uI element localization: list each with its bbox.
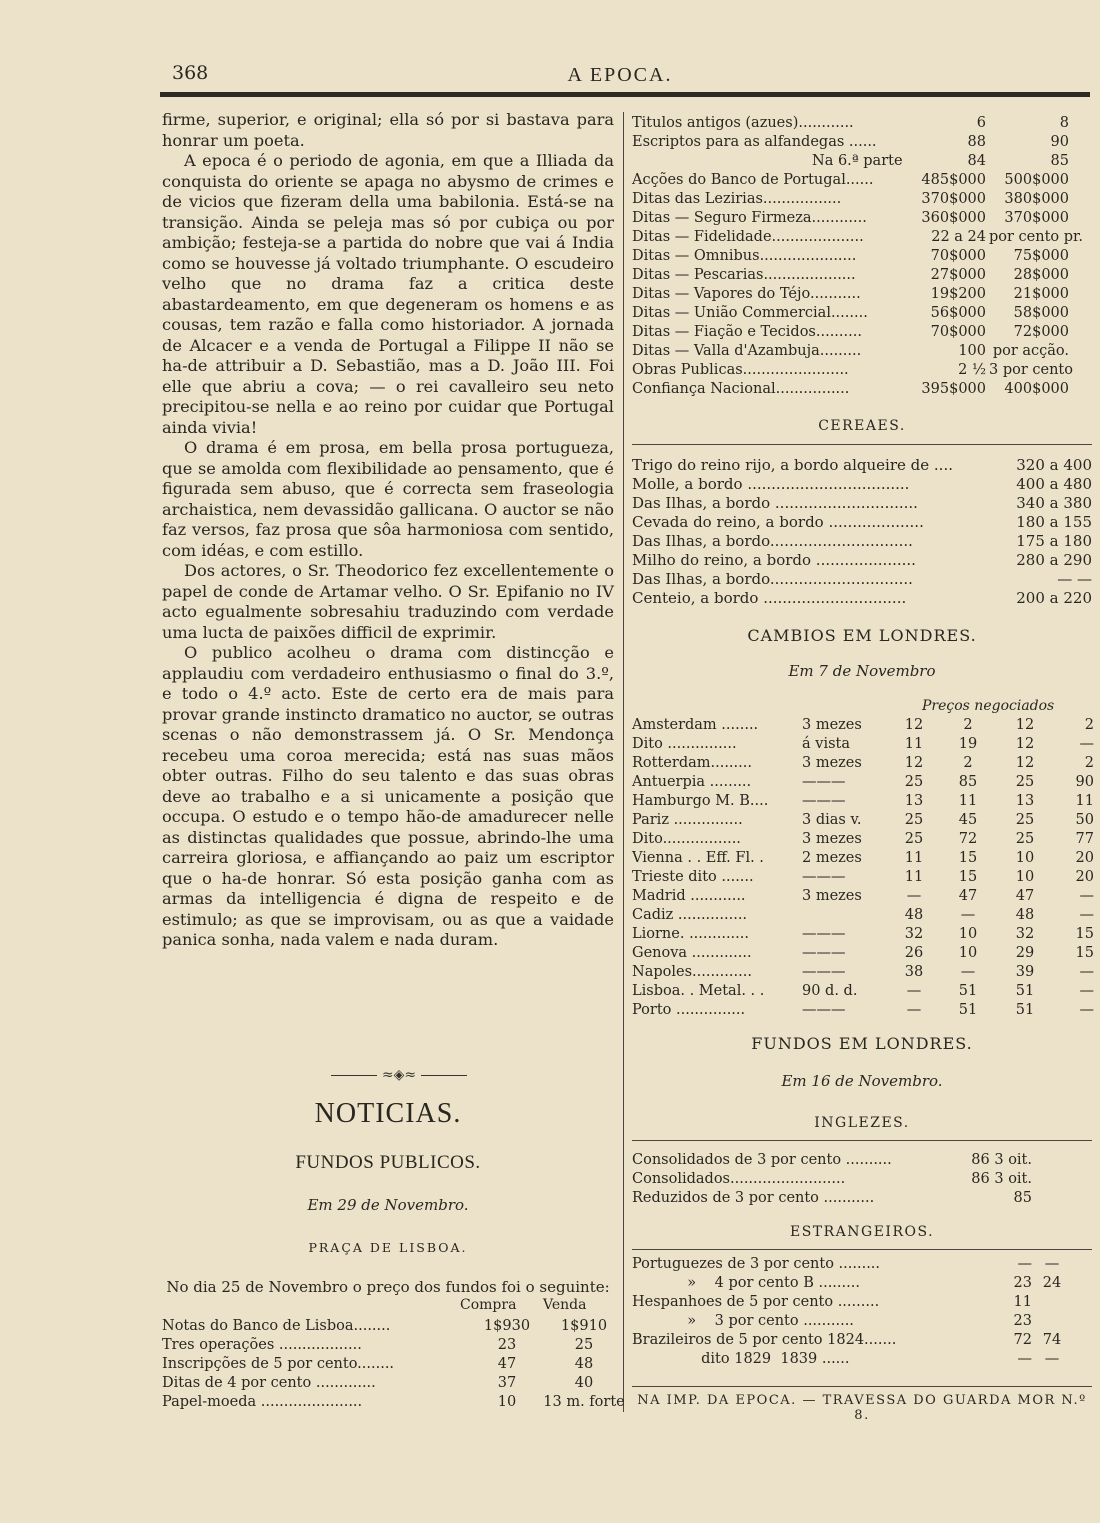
row-label: Ditas — Valla d'Azambuja......... [632,343,862,359]
fundos-londres-date: Em 16 de Novembro. [781,1072,943,1090]
row-label: Das Ilhas, a bordo.............................. [632,570,913,588]
table-row [632,456,1092,475]
term: 90 d. d. [802,983,858,999]
price-range: 400 a 480 [1016,475,1092,493]
table-row [632,812,1092,831]
value-2: 15 [958,869,978,885]
value-3: 32 [1015,926,1035,942]
value-1: 70$000 [930,248,986,264]
table-row [632,1256,1092,1275]
table-row [162,1394,625,1413]
value-1: 25 [904,812,924,828]
value-1: 25 [904,774,924,790]
value-1: 22 a 24 [931,229,986,245]
value-2: 380$000 [1004,191,1069,207]
table-row [632,888,1092,907]
value-3: 25 [1015,812,1035,828]
table-row [632,267,1092,286]
term: 3 dias v. [802,812,862,828]
table-row [632,755,1092,774]
term: ——— [802,774,846,790]
table-row [632,850,1092,869]
table-row [632,1190,1092,1209]
row-label: Consolidados de 3 por cento .......... [632,1152,892,1168]
row-label: Obras Publicas....................... [632,362,849,378]
value-1: 485$000 [921,172,986,188]
table-row [162,1375,614,1394]
value-4: — [1079,907,1094,923]
praca-heading: PRAÇA DE LISBOA. [308,1240,468,1255]
value-2: 51 [958,983,978,999]
value-1: 72 [1013,1332,1032,1348]
value-4: 50 [1075,812,1094,828]
row-label: Dito ............... [632,736,737,752]
table-row [632,172,1092,191]
value-3: 25 [1015,831,1035,847]
value-1: 88 [967,134,986,150]
table-row [632,926,1092,945]
table-row [632,983,1092,1002]
row-label: Trieste dito ....... [632,869,754,885]
value-2: 3 por cento [989,362,1073,378]
value-1: 86 3 oit. [971,1152,1032,1168]
table-row [632,964,1092,983]
value-2: 74 [1042,1332,1062,1348]
value-4: 15 [1075,945,1094,961]
row-label: Milho do reino, a bordo ..................... [632,551,916,569]
table-row [632,945,1092,964]
venda-header: Venda [543,1297,587,1313]
value-2: 51 [958,1002,978,1018]
paragraph: Dos actores, o Sr. Theodorico fez excellentemente o papel de conde de Artamar velho. O Sr. Epifanio no IV acto egualmente sobresahiu traduzindo com verdade uma lucta de paixões difficil de exprimir. [162,561,614,642]
value-2: 85 [1050,153,1069,169]
table-row [162,1356,614,1375]
buy-value: 10 [497,1394,517,1410]
value-3: 13 [1015,793,1035,809]
term: ——— [802,926,846,942]
value-1: — [1017,1351,1032,1367]
value-2: — [960,907,976,923]
row-label: Antuerpia ......... [632,774,752,790]
value-4: 20 [1075,850,1094,866]
value-2: — [1044,1256,1060,1272]
inglezes-heading: INGLEZES. [814,1115,910,1131]
section-rule [632,1249,1092,1250]
row-label: Papel-moeda ...................... [162,1394,363,1410]
table-row [632,1351,1092,1370]
value-3: 39 [1015,964,1035,980]
value-2: 10 [958,926,978,942]
row-label: Consolidados......................... [632,1171,846,1187]
value-2: 28$000 [1013,267,1069,283]
row-label: Ditas — Omnibus..................... [632,248,857,264]
row-label: Hespanhoes de 5 por cento ......... [632,1294,880,1310]
value-1: 27$000 [930,267,986,283]
value-1: 26 [904,945,924,961]
row-label: Lisboa. . Metal. . . [632,983,765,999]
noticias-heading: NOTICIAS. [314,1098,462,1129]
sell-value: 1$910 [560,1318,608,1334]
fundos-date: Em 29 de Novembro. [307,1196,469,1214]
value-2: — [1044,1351,1060,1367]
row-label: » 4 por cento B ......... [632,1275,860,1291]
value-2: 90 [1050,134,1069,150]
value-2: 8 [1059,115,1069,131]
row-label: Molle, a bordo .................................. [632,475,910,493]
table-row [632,532,1092,551]
term: ——— [802,964,846,980]
cereaes-heading: CEREAES. [818,418,906,434]
value-3: 51 [1015,1002,1035,1018]
price-range: 280 a 290 [1016,551,1092,569]
row-label: Porto ............... [632,1002,746,1018]
row-label: Escriptos para as alfandegas ...... [632,134,877,150]
value-3: 12 [1015,736,1035,752]
row-label: Liorne. ............. [632,926,749,942]
value-2: 85 [958,774,978,790]
value-2: por cento pr. [989,229,1083,245]
table-row [632,248,1092,267]
value-4: 2 [1084,717,1094,733]
buy-value: 23 [497,1337,517,1353]
row-label: Reduzidos de 3 por cento ........... [632,1190,875,1206]
term: ——— [802,869,846,885]
table-row [632,774,1092,793]
term: 3 mezes [802,717,862,733]
table-row [162,1318,614,1337]
value-1: 370$000 [921,191,986,207]
table-row [632,1002,1092,1021]
row-label: Brazileiros de 5 por cento 1824....... [632,1332,897,1348]
row-label: Cadiz ............... [632,907,748,923]
table-row [632,381,1092,400]
row-label: Hamburgo M. B.... [632,793,769,809]
table-row [632,1171,1092,1190]
row-label: Trigo do reino rijo, a bordo alqueire de .... [632,456,953,474]
paragraph: O drama é em prosa, em bella prosa portugueza, que se amolda com flexibilidade ao pensamento, que é figurada sem abuso, que é correcta sem fraseologia archaistica, nem devassidão gallicana. O auctor se não faz versos, faz prosa que sôa harmoniosa com sentido, com idéas, e com estillo. [162,438,614,560]
value-1: 23 [1013,1313,1032,1329]
table-row [632,191,1092,210]
value-2: 10 [958,945,978,961]
left-column [162,110,614,951]
row-label: Vienna . . Eff. Fl. . [632,850,764,866]
cambios-column-header: Preços negociados [922,698,1055,714]
table-row [162,1337,614,1356]
row-label: Confiança Nacional................ [632,381,850,397]
price-range: 180 a 155 [1016,513,1092,531]
table-row [632,115,1092,134]
table-row [632,907,1092,926]
table-row [632,362,1092,381]
row-label: Notas do Banco de Lisboa........ [162,1318,391,1334]
value-1: 12 [904,755,924,771]
value-3: 12 [1015,717,1035,733]
row-label: Ditas de 4 por cento ............. [162,1375,376,1391]
table-row [632,305,1092,324]
table-row [632,324,1092,343]
table-row [632,343,1092,362]
table-row [632,1152,1092,1171]
value-2: 500$000 [1004,172,1069,188]
value-2: 72 [958,831,978,847]
row-label: Das Ilhas, a bordo.............................. [632,532,913,550]
value-1: 86 3 oit. [971,1171,1032,1187]
value-2: 11 [958,793,978,809]
row-label: Das Ilhas, a bordo .............................. [632,494,918,512]
table-row [632,1294,1092,1313]
value-2: 2 [963,755,973,771]
value-3: 12 [1015,755,1035,771]
compra-header: Compra [460,1297,517,1313]
value-3: 25 [1015,774,1035,790]
section-rule [632,444,1092,445]
price-range: 200 a 220 [1016,589,1092,607]
row-label: dito 1829 1839 ...... [632,1351,850,1367]
row-label: Ditas — Fiação e Tecidos.......... [632,324,862,340]
value-2: 24 [1042,1275,1062,1291]
value-2: 58$000 [1013,305,1069,321]
value-2: 75$000 [1013,248,1069,264]
table-row [632,831,1092,850]
fundos-londres-heading: FUNDOS EM LONDRES. [751,1034,973,1053]
row-label: Ditas — Fidelidade.................... [632,229,864,245]
cambios-date: Em 7 de Novembro [788,662,936,680]
price-range: 340 a 380 [1016,494,1092,512]
value-1: 11 [904,869,924,885]
table-row [632,494,1092,513]
value-3: 47 [1015,888,1035,904]
table-row [632,869,1092,888]
value-2: 19 [958,736,978,752]
sell-value: 40 [574,1375,594,1391]
section-rule [632,1140,1092,1141]
paragraph: O publico acolheu o drama com distincção e applaudiu com verdadeiro enthusiasmo o final do 3.º, e todo o 4.º acto. Este de certo era de mais para provar grande instincto dramatico no auctor, se outras scenas o não demonstrassem já. O Sr. Mendonça recebeu uma coroa merecida; está nas suas mãos obter outras. Filho do seu talento e das suas obras deve ao trabalho e a si unicamente a posição que occupa. O estudo e o tempo hão-de amadurecer nelle as distinctas qualidades que possue, abrindo-lhe uma carreira gloriosa, e affiançando ao paiz um escriptor que o ha-de honrar. Só esta posição ganha com as armas da intelligencia é digna de respeito e de estimulo; as que se improvisam, ou as que a vaidade panica sonha, nada valem e nada duram. [162,643,614,949]
value-1: — [906,888,922,904]
value-1: 11 [904,736,924,752]
row-label: Tres operações .................. [162,1337,362,1353]
value-1: 395$000 [921,381,986,397]
value-4: 15 [1075,926,1094,942]
row-label: Amsterdam ........ [632,717,759,733]
value-2: 72$000 [1013,324,1069,340]
table-row [632,570,1092,589]
value-3: 29 [1015,945,1035,961]
row-label: Pariz ............... [632,812,743,828]
table-row [632,210,1092,229]
buy-value: 1$930 [483,1318,531,1334]
value-4: — [1079,888,1094,904]
table-row [632,1332,1092,1351]
row-label: Ditas — União Commercial........ [632,305,868,321]
cambios-heading: CAMBIOS EM LONDRES. [747,626,977,645]
value-1: — [1017,1256,1032,1272]
value-4: 90 [1075,774,1094,790]
page-number: 368 [172,62,209,84]
value-2: 47 [958,888,978,904]
value-1: 2 ½ [958,362,986,378]
table-row [632,736,1092,755]
value-3: 51 [1015,983,1035,999]
row-label: Ditas — Seguro Firmeza............ [632,210,867,226]
value-1: 84 [967,153,986,169]
price-range: 320 a 400 [1016,456,1092,474]
term: 2 mezes [802,850,862,866]
table-row [632,717,1092,736]
value-1: 12 [904,717,924,733]
table-row [632,793,1092,812]
value-2: 2 [963,717,973,733]
value-1: 11 [904,850,924,866]
row-label: Genova ............. [632,945,752,961]
value-2: — [960,964,976,980]
value-1: 32 [904,926,924,942]
value-4: 20 [1075,869,1094,885]
value-4: 11 [1075,793,1094,809]
row-label: Madrid ............ [632,888,746,904]
ornament-divider: ≈◈≈ [325,1067,473,1083]
value-2: 400$000 [1004,381,1069,397]
row-label: Napoles............. [632,964,752,980]
value-2: 45 [958,812,978,828]
table-row [632,1275,1092,1294]
term: 3 mezes [802,831,862,847]
row-label: Ditas — Pescarias.................... [632,267,856,283]
value-2: por acção. [992,343,1069,359]
buy-value: 47 [497,1356,517,1372]
value-3: 10 [1015,850,1035,866]
table-row [632,475,1092,494]
table-row [632,134,1092,153]
value-1: 23 [1013,1275,1032,1291]
row-label: Ditas — Vapores do Téjo........... [632,286,861,302]
row-label: » 3 por cento ........... [632,1313,854,1329]
term: 3 mezes [802,755,862,771]
paragraph: A epoca é o periodo de agonia, em que a Illiada da conquista do oriente se apaga no abysmo de crimes e de vicios que fizeram della uma babilonia. Está-se na transição. Ainda se peleja mas só por cubiça ou por ambição; festeja-se a partida do nobre que vai á India como se houvesse já voltado triumphante. O escudeiro velho que no drama faz a critica deste abastardeamento, em que degeneram os homens e as cousas, tem razão e falla como historiador. A jornada de Alcacer e a venda de Portugal a Filippe II não se ha-de attribuir a D. Sebastião, mas a D. João III. Foi elle que abriu a cova; — o rei cavalleiro seu neto precipitou-se nella e ao reino por cuidar que Portugal ainda vivia! [162,151,614,437]
row-label: Portuguezes de 3 por cento ......... [632,1256,881,1272]
value-1: — [906,1002,922,1018]
paragraph: firme, superior, e original; ella só por si bastava para honrar um poeta. [162,110,614,150]
term: ——— [802,1002,846,1018]
page-title: A EPOCA. [567,64,673,86]
row-label: Inscripções de 5 por cento........ [162,1356,395,1372]
printer-imprint: NA IMP. DA EPOCA. — TRAVESSA DO GUARDA MOR N.º 8. [637,1393,1087,1423]
value-1: 13 [904,793,924,809]
table-row [632,589,1092,608]
row-label: Cevada do reino, a bordo .................... [632,513,924,531]
value-4: — [1079,983,1094,999]
price-range: — — [1057,570,1092,588]
value-1: 38 [904,964,924,980]
table-row [632,1313,1092,1332]
row-label: Ditas das Lezirias................. [632,191,842,207]
fundos-publicos-heading: FUNDOS PUBLICOS. [295,1152,481,1173]
value-2: 15 [958,850,978,866]
value-3: 48 [1015,907,1035,923]
value-1: 48 [904,907,924,923]
row-label: Centeio, a bordo .............................. [632,589,907,607]
row-label: Dito................. [632,831,741,847]
praca-intro: No dia 25 de Novembro o preço dos fundos foi o seguinte: [166,1278,610,1296]
value-1: 56$000 [930,305,986,321]
value-1: 85 [1013,1190,1032,1206]
value-4: 2 [1084,755,1094,771]
sell-value: 13 m. forte [543,1394,625,1410]
table-row [632,513,1092,532]
table-row [632,286,1092,305]
value-1: 25 [904,831,924,847]
table-row [632,229,1092,248]
footer-rule [632,1386,1092,1387]
table-row [632,551,1092,570]
term: á vista [802,736,850,752]
column-divider [623,112,624,1412]
value-1: — [906,983,922,999]
value-1: 100 [958,343,986,359]
value-1: 70$000 [930,324,986,340]
row-label: Rotterdam......... [632,755,752,771]
value-4: — [1079,736,1094,752]
estrangeiros-heading: ESTRANGEIROS. [789,1224,935,1240]
value-1: 6 [976,115,986,131]
sell-value: 48 [574,1356,594,1372]
value-4: — [1079,1002,1094,1018]
value-1: 360$000 [921,210,986,226]
header-rule [160,92,1090,97]
value-2: 21$000 [1013,286,1069,302]
sell-value: 25 [574,1337,594,1353]
term: ——— [802,793,846,809]
value-4: — [1079,964,1094,980]
term: 3 mezes [802,888,862,904]
value-4: 77 [1075,831,1094,847]
value-1: 11 [1013,1294,1032,1310]
value-2: 370$000 [1004,210,1069,226]
value-3: 10 [1015,869,1035,885]
row-label: Titulos antigos (azues)............ [632,115,854,131]
row-label: Acções do Banco de Portugal...... [632,172,874,188]
table-row [632,153,1092,172]
term: ——— [802,945,846,961]
value-1: 19$200 [930,286,986,302]
price-range: 175 a 180 [1016,532,1092,550]
row-note: Na 6.ª parte [812,153,903,169]
buy-value: 37 [497,1375,517,1391]
